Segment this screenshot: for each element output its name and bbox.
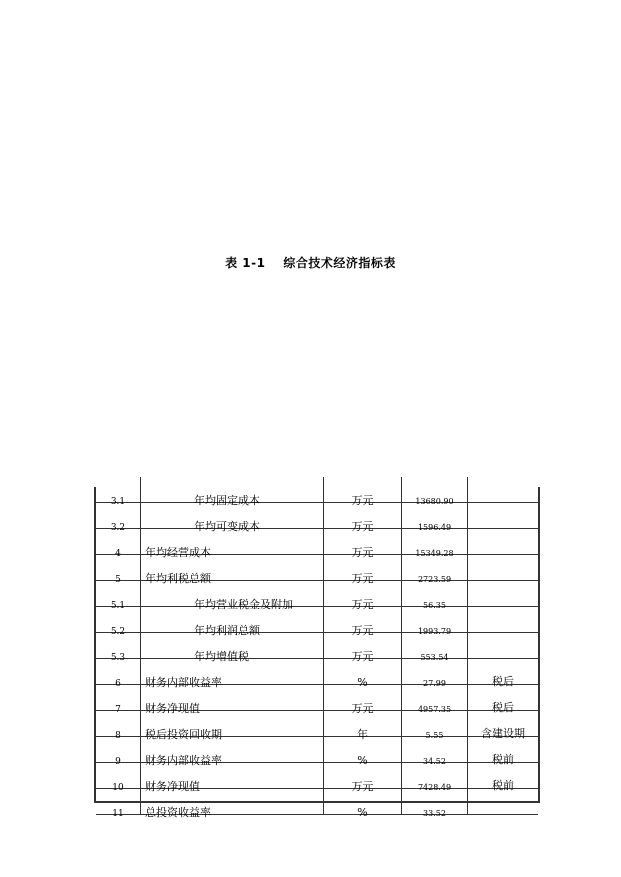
note: 含建设期 (481, 727, 525, 740)
value-cell (402, 685, 468, 714)
unit: 万元 (351, 520, 374, 533)
indicator-name: 年均固定成本 (194, 494, 260, 507)
indicator-name-cell (141, 607, 324, 637)
note-cell (468, 555, 538, 581)
indicator-name-cell (141, 581, 324, 611)
value: 33.52 (423, 809, 446, 818)
note-cell (468, 607, 538, 633)
indicator-name: 财务净现值 (145, 780, 200, 793)
indicator-name: 年均增值税 (194, 650, 249, 663)
row-number-cell (96, 685, 141, 715)
note-cell (468, 737, 538, 766)
row-number-cell (96, 737, 141, 767)
unit: 万元 (351, 546, 374, 559)
value-cell (402, 555, 468, 584)
row-number: 5.1 (110, 601, 126, 611)
indicator-name: 总投资收益率 (145, 806, 211, 819)
row-number: 9 (115, 757, 121, 767)
unit-cell (324, 711, 402, 741)
note-cell (468, 685, 538, 714)
value-cell (402, 789, 468, 818)
table-row (96, 685, 538, 715)
row-number: 3.1 (110, 497, 126, 507)
value: 15349.28 (415, 549, 454, 558)
table-title (0, 254, 621, 271)
unit: % (357, 806, 368, 819)
value: 13680.90 (415, 497, 454, 506)
indicator-name-cell (141, 685, 324, 715)
value-cell (402, 711, 468, 740)
value: 27.99 (423, 679, 446, 688)
unit-cell (324, 685, 402, 715)
note-cell (468, 659, 538, 688)
unit: % (357, 754, 368, 767)
table-row (96, 555, 538, 585)
unit: 万元 (351, 702, 374, 715)
table-row (96, 607, 538, 637)
table-row (96, 659, 538, 689)
value-cell (402, 659, 468, 688)
indicator-name-cell (141, 737, 324, 767)
table-row (96, 789, 538, 819)
row-number-cell (96, 503, 141, 533)
indicator-name: 税后投资回收期 (145, 728, 222, 741)
indicator-name-cell (141, 555, 324, 585)
unit-cell (324, 503, 402, 533)
value-cell (402, 529, 468, 558)
unit: 万元 (351, 780, 374, 793)
value: 1596.49 (417, 523, 452, 532)
indicator-name: 年均营业税金及附加 (194, 598, 293, 611)
row-number: 4 (115, 549, 121, 559)
unit: 万元 (351, 572, 374, 585)
row-number: 8 (115, 731, 121, 741)
table-caption: 综合技术经济指标表 (283, 256, 396, 270)
row-number: 5 (115, 575, 121, 585)
note: 税后 (492, 675, 514, 688)
row-number-cell (96, 607, 141, 637)
unit-cell (324, 555, 402, 585)
value: 34.52 (423, 757, 446, 766)
indicator-name-cell (141, 659, 324, 689)
row-number: 7 (115, 705, 121, 715)
note-cell (468, 581, 538, 607)
unit-cell (324, 529, 402, 559)
unit-cell (324, 763, 402, 793)
unit-cell (324, 737, 402, 767)
table-row (96, 711, 538, 741)
indicator-name: 年均利税总额 (145, 572, 211, 585)
table-row (96, 477, 538, 507)
row-number-cell (96, 763, 141, 793)
table-row (96, 503, 538, 533)
unit: 万元 (351, 624, 374, 637)
indicator-name: 年均经营成本 (145, 546, 211, 559)
value: 553.54 (420, 653, 449, 662)
note-cell (468, 789, 538, 815)
indicator-name: 财务内部收益率 (145, 754, 222, 767)
row-number: 5.3 (110, 653, 126, 663)
note-cell (468, 503, 538, 529)
value-cell (402, 633, 468, 662)
unit: 万元 (351, 494, 374, 507)
indicator-name-cell (141, 711, 324, 741)
table-row (96, 529, 538, 559)
indicator-name-cell (141, 529, 324, 559)
unit-cell (324, 581, 402, 611)
unit-cell (324, 607, 402, 637)
row-number-cell (96, 711, 141, 741)
indicator-table (94, 487, 540, 819)
note: 税前 (492, 753, 514, 766)
indicator-name: 财务净现值 (145, 702, 200, 715)
unit-cell (324, 633, 402, 663)
value: 7428.49 (417, 783, 452, 792)
row-number-cell (96, 581, 141, 611)
row-number-cell (96, 529, 141, 559)
note: 税前 (492, 779, 514, 792)
table-number: 表 1-1 (225, 256, 266, 270)
note-cell (468, 763, 538, 792)
value-cell (402, 581, 468, 610)
table-row (96, 581, 538, 611)
row-number: 10 (112, 783, 124, 793)
indicator-name-cell (141, 763, 324, 793)
value: 1993.79 (417, 627, 452, 636)
indicator-name: 年均利润总额 (194, 624, 260, 637)
row-number: 5.2 (110, 627, 126, 637)
row-number-cell (96, 477, 141, 507)
unit: 万元 (351, 650, 374, 663)
value-cell (402, 763, 468, 792)
indicator-name: 年均可变成本 (194, 520, 260, 533)
unit-cell (324, 789, 402, 819)
unit-cell (324, 659, 402, 689)
indicator-name: 财务内部收益率 (145, 676, 222, 689)
row-number: 11 (112, 809, 124, 819)
table-row (96, 763, 538, 793)
value: 2723.59 (417, 575, 452, 584)
value-cell (402, 607, 468, 636)
value-cell (402, 737, 468, 766)
note-cell (468, 633, 538, 659)
table-row (96, 633, 538, 663)
indicator-name-cell (141, 633, 324, 663)
note-cell (468, 529, 538, 555)
indicator-name-cell (141, 789, 324, 819)
note: 税后 (492, 701, 514, 714)
value: 4957.35 (417, 705, 452, 714)
unit: 万元 (351, 598, 374, 611)
row-number: 6 (115, 679, 121, 689)
value: 5.55 (425, 731, 444, 740)
value: 56.35 (423, 601, 446, 610)
unit: % (357, 676, 368, 689)
value-cell (402, 503, 468, 532)
table-row (96, 737, 538, 767)
indicator-name-cell (141, 477, 324, 507)
note-cell (468, 711, 538, 740)
row-number: 3.2 (110, 523, 126, 533)
row-number-cell (96, 633, 141, 663)
unit-cell (324, 477, 402, 507)
row-number-cell (96, 659, 141, 689)
indicator-name-cell (141, 503, 324, 533)
unit: 年 (357, 728, 368, 741)
note-cell (468, 477, 538, 503)
row-number-cell (96, 555, 141, 585)
value-cell (402, 477, 468, 506)
row-number-cell (96, 789, 141, 819)
